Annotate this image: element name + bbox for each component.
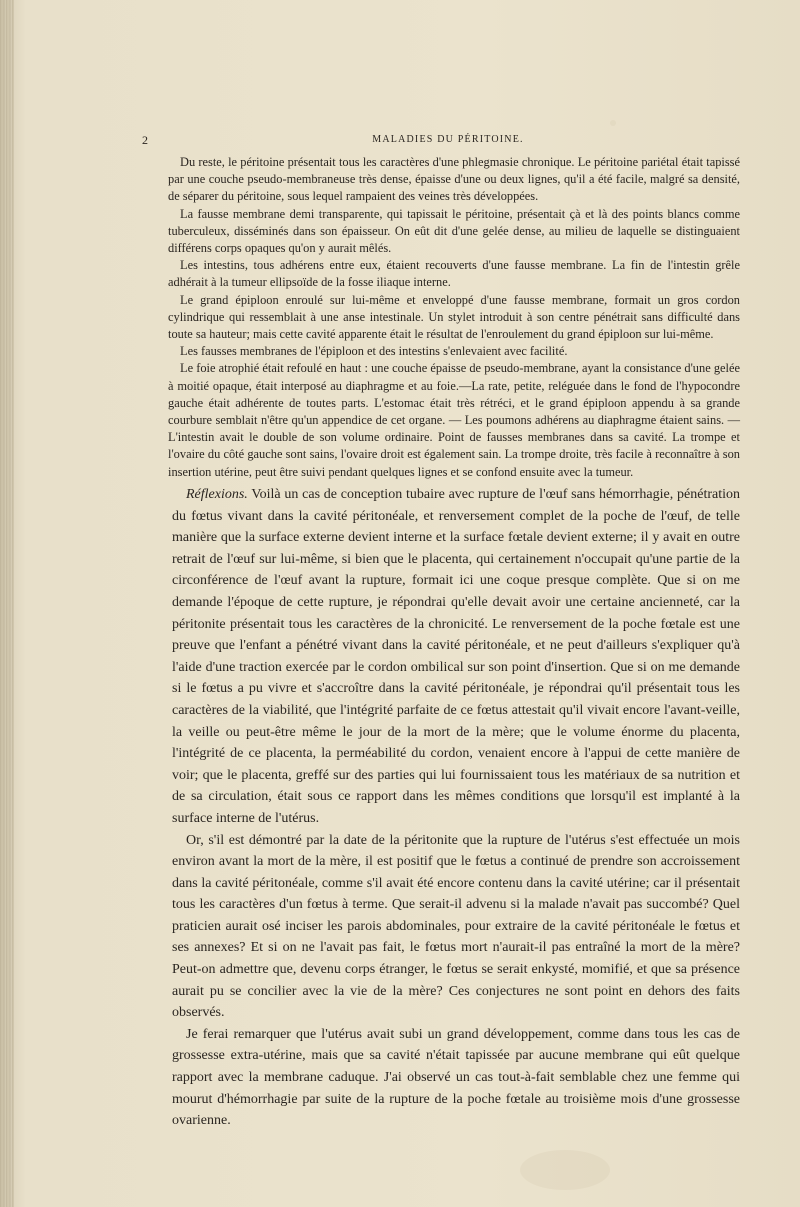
running-head: MALADIES DU PÉRITOINE. xyxy=(372,134,524,145)
book-binding-edge xyxy=(0,0,14,1207)
observation-paragraph: Le foie atrophié était refoulé en haut : une couche épaisse de pseudo-membrane, ayant la consistance d'une gelée à moitié opaque, était interposé au diaphragme et au foie.—La rate, petite, reléguée dans le fond de l'hypocondre gauche était adhérente de toutes parts. L'estomac était très rétréci, et le grand épiploon appendu à sa grande courbure semblait n'être qu'un appendice de cet organe. — Les poumons adhérens au diaphragme étaient sains. — L'intestin avait le double de son volume ordinaire. Point de fausses membranes dans sa cavité. La trompe et l'ovaire du côté gauche sont sains, l'ovaire droit est également sain. La trompe droite, très facile à reconnaître à son insertion utérine, peut être suivi pendant quelques lignes et se confond ensuite avec la tumeur. xyxy=(168,361,740,479)
reflexions-paragraph: Or, s'il est démontré par la date de la péritonite que la rupture de l'utérus s'est effectuée un mois environ avant la mort de la mère, il est positif que le fœtus a continué de prendre son accroissement dans la cavité péritonéale, comme s'il avait été encore contenu dans la cavité utérine; car il présentait tous les caractères d'un fœtus à terme. Que serait-il advenu si la malade n'avait pas succombé? Quel praticien aurait osé inciser les parois abdominales, pour extraire de la cavité péritonéale le fœtus et ses annexes? Et si on ne l'avait pas fait, le fœtus mort n'aurait-il pas entraîné la mort de la mère? Peut-on admettre que, devenu corps étranger, le fœtus se serait enkysté, momifié, et que sa présence aurait pu se concilier avec la vie de la mère? Ces conjectures ne sont point en dehors des faits observés. xyxy=(172,832,740,1021)
page-number: 2 xyxy=(142,133,149,147)
reflexions-section xyxy=(172,484,740,1132)
observation-paragraph: Les fausses membranes de l'épiploon et des intestins s'enlevaient avec facilité. xyxy=(180,344,568,359)
observation-paragraph: La fausse membrane demi transparente, qui tapissait le péritoine, présentait çà et là des points blancs comme tuberculeux, disséminés dans son épaisseur. On eût dit d'une gelée dense, au milieu de laquelle se distinguaient différens corps opaques qu'on y aurait mêlés. xyxy=(168,206,740,256)
reflexions-heading: Réflexions. xyxy=(186,487,248,502)
page-header xyxy=(142,133,746,149)
observation-paragraph: Le grand épiploon enroulé sur lui-même et enveloppé d'une fausse membrane, formait un gros cordon cylindrique qui ressemblait à une anse intestinale. Un stylet introduit à son centre pénétrait sans difficulté dans toute sa hauteur; mais cette cavité apparente était le résultat de l'enroulement du grand épiploon sur lui-même. xyxy=(168,292,740,342)
reflexions-text: Voilà un cas de conception tubaire avec rupture de l'œuf sans hémorrhagie, pénétration du fœtus vivant dans la cavité péritonéale, et renversement complet de la poche de l'œuf, de telle manière que la surface externe devient interne et la surface fœtale devient externe; il y avait en outre retrait de l'œuf sur lui-même, si bien que le placenta, qui certainement n'occupait qu'une partie de la circonférence de l'œuf avant la rupture, formait ici une coque presque complète. Que si on me demande l'époque de cette rupture, je répondrai qu'elle devait avoir une certaine ancienneté, car la péritonite présentait tous les caractères de la chronicité. Le renversement de la poche fœtale est une preuve que l'enfant a pénétré vivant dans la cavité péritonéale, et ne peut d'ailleurs s'expliquer qu'à l'aide d'une traction exercée par le cordon ombilical sur son point d'insertion. Que si on me demande si le fœtus a pu vivre et s'accroître dans la cavité péritonéale, je répondrai qu'il présentait tous les caractères de la viabilité, que l'intégrité parfaite de ce fœtus attestait qu'il vivait encore l'avant-veille, la veille ou peut-être même le jour de la mort de la mère; que le volume énorme du placenta, l'intégrité de ce placenta, la perméabilité du cordon, venaient encore à l'appui de cette manière de voir; que le placenta, greffé sur des parties qui lui fournissaient tous les matériaux de sa nutrition et de sa circulation, était sous ce rapport dans les mêmes conditions que lorsqu'il est implanté à la surface interne de l'utérus. xyxy=(172,487,740,826)
observation-paragraph: Du reste, le péritoine présentait tous les caractères d'une phlegmasie chronique. Le péritoine pariétal était tapissé par une couche pseudo-membraneuse très dense, épaisse d'une ou deux lignes, qu'il a été facile, malgré sa densité, de séparer du péritoine, sous lequel rampaient des veines très développées. xyxy=(168,155,740,204)
reflexions-paragraph: Je ferai remarquer que l'utérus avait subi un grand développement, comme dans tous les cas de grossesse extra-utérine, mais que sa cavité n'était tapissée par aucune membrane qui eût quelque rapport avec la membrane caduque. J'ai observé un cas tout-à-fait semblable chez une femme qui mourut d'hémorrhagie par suite de la rupture de la poche fœtale au troisième mois d'une grossesse ovarienne. xyxy=(172,1026,740,1129)
observation-paragraph: Les intestins, tous adhérens entre eux, étaient recouverts d'une fausse membrane. La fin de l'intestin grêle adhérait à la tumeur ellipsoïde de la fosse iliaque interne. xyxy=(168,258,740,290)
paper-stain xyxy=(610,120,616,126)
paper-stain xyxy=(520,1150,610,1190)
case-observations xyxy=(168,154,740,481)
reflexions-paragraph xyxy=(172,484,740,830)
